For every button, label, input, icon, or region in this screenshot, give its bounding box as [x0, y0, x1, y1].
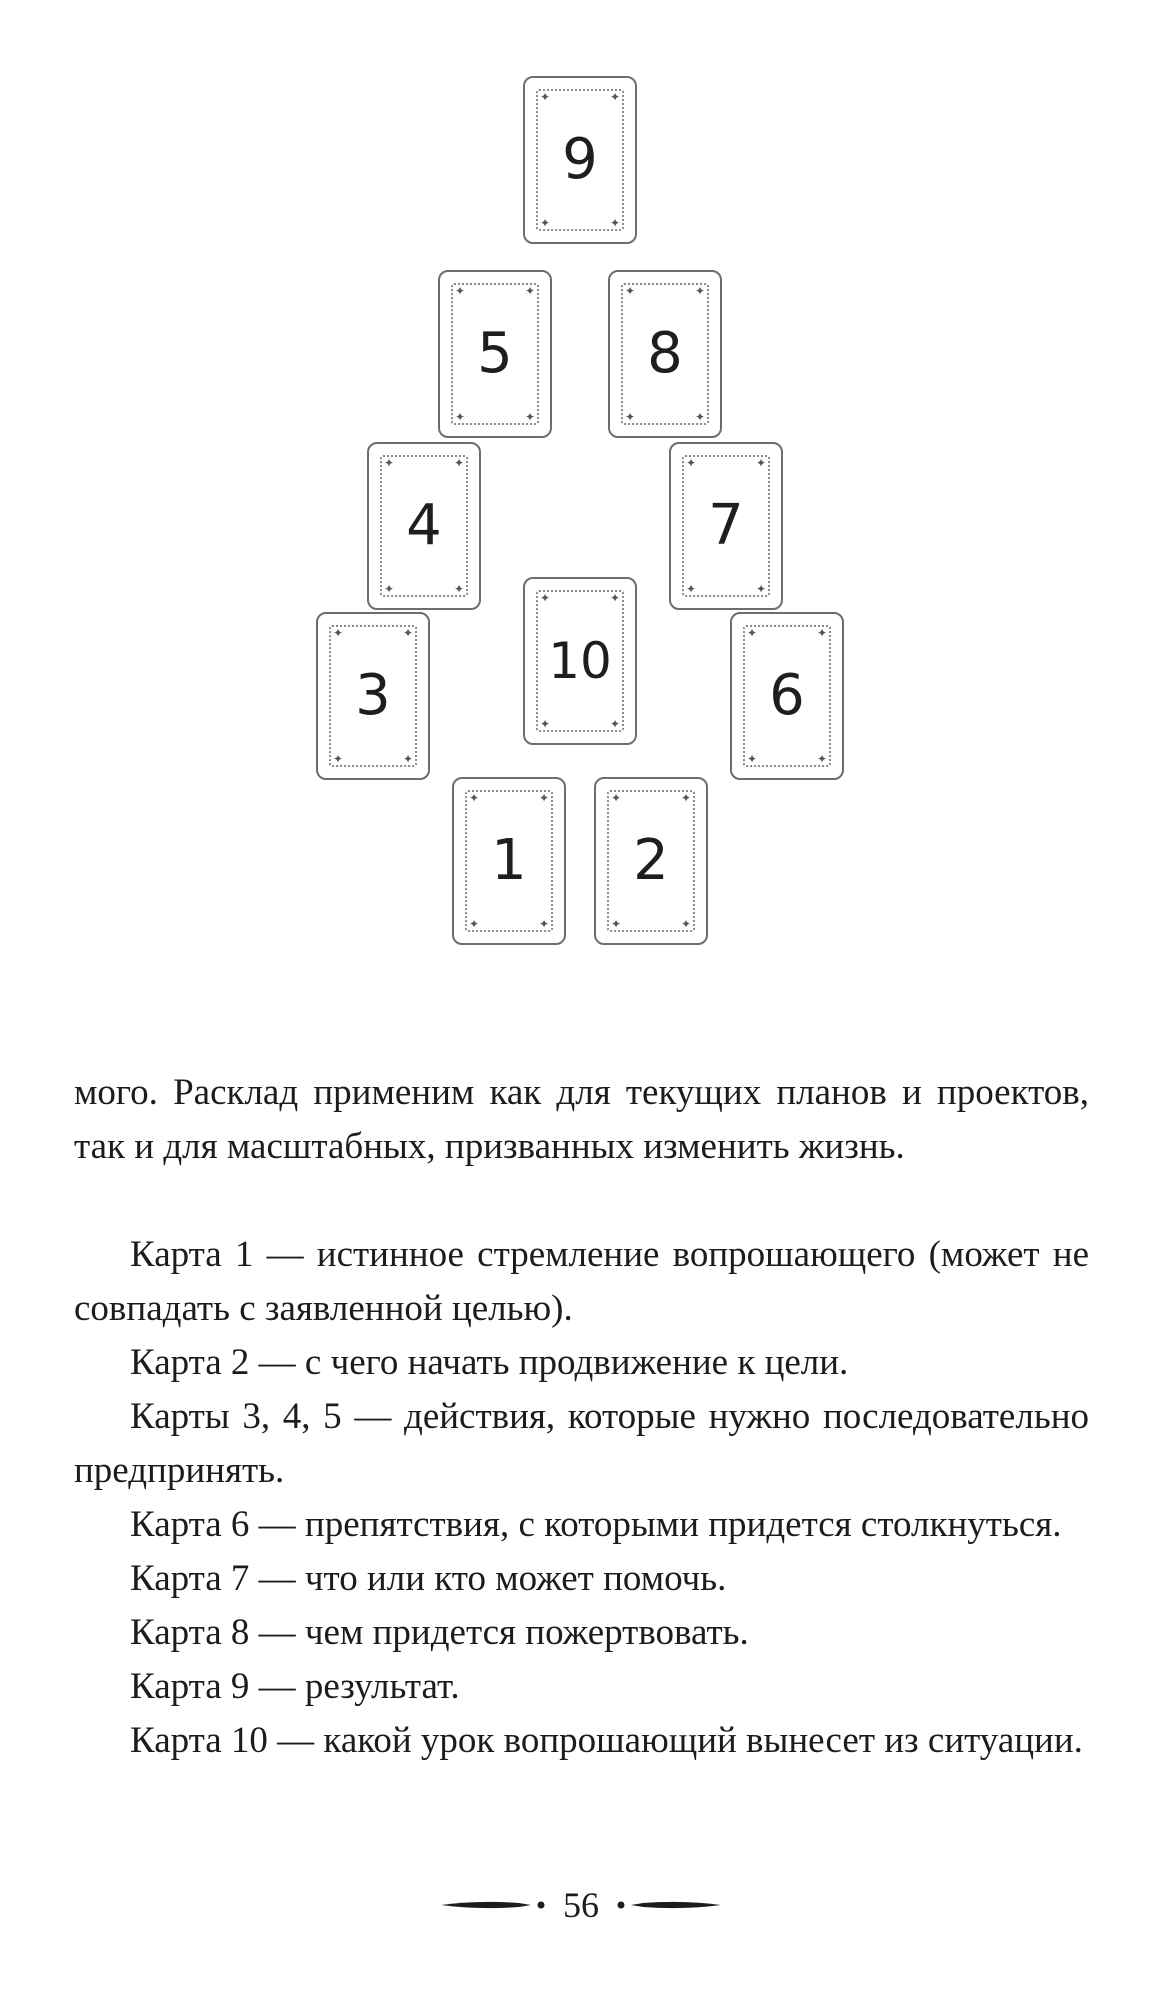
card-description-8: Карта 8 — чем придется пожертвовать.	[130, 1612, 749, 1653]
right-ornament-icon	[613, 1895, 723, 1915]
card-description-3-4-5: Карты 3, 4, 5 — действия, которые нужно последовательно предпринять.	[74, 1396, 1089, 1491]
page-number: 56	[563, 1885, 599, 1925]
star-ornament-icon: ✦	[610, 791, 622, 805]
card-number: 10	[548, 632, 612, 690]
star-ornament-icon: ✦	[609, 216, 621, 230]
card-description-7: Карта 7 — что или кто может помочь.	[130, 1558, 727, 1599]
card-position-8	[608, 270, 722, 438]
star-ornament-icon: ✦	[624, 284, 636, 298]
star-ornament-icon: ✦	[746, 752, 758, 766]
star-ornament-icon: ✦	[685, 582, 697, 596]
star-ornament-icon: ✦	[402, 752, 414, 766]
star-ornament-icon: ✦	[539, 717, 551, 731]
star-ornament-icon: ✦	[332, 752, 344, 766]
card-number: 4	[406, 493, 442, 558]
card-position-5	[438, 270, 552, 438]
star-ornament-icon: ✦	[755, 582, 767, 596]
left-ornament-icon	[439, 1895, 549, 1915]
star-ornament-icon: ✦	[610, 917, 622, 931]
body-text	[74, 1066, 1089, 1768]
card-description-10: Карта 10 — какой урок вопрошающий вынесет из ситуации.	[130, 1720, 1083, 1761]
star-ornament-icon: ✦	[609, 90, 621, 104]
star-ornament-icon: ✦	[539, 591, 551, 605]
star-ornament-icon: ✦	[383, 582, 395, 596]
star-ornament-icon: ✦	[524, 284, 536, 298]
star-ornament-icon: ✦	[538, 917, 550, 931]
card-position-6	[730, 612, 844, 780]
star-ornament-icon: ✦	[694, 284, 706, 298]
card-number: 2	[633, 828, 669, 893]
star-ornament-icon: ✦	[453, 456, 465, 470]
card-position-1	[452, 777, 566, 945]
card-position-2	[594, 777, 708, 945]
star-ornament-icon: ✦	[468, 791, 480, 805]
card-number: 3	[355, 663, 391, 728]
star-ornament-icon: ✦	[524, 410, 536, 424]
star-ornament-icon: ✦	[539, 90, 551, 104]
star-ornament-icon: ✦	[694, 410, 706, 424]
card-position-3	[316, 612, 430, 780]
star-ornament-icon: ✦	[538, 791, 550, 805]
star-ornament-icon: ✦	[332, 626, 344, 640]
card-number: 8	[647, 321, 683, 386]
card-position-9	[523, 76, 637, 244]
star-ornament-icon: ✦	[816, 752, 828, 766]
star-ornament-icon: ✦	[402, 626, 414, 640]
card-description-6: Карта 6 — препятствия, с которыми придется столкнуться.	[130, 1504, 1062, 1545]
card-number: 6	[769, 663, 805, 728]
card-description-2: Карта 2 — с чего начать продвижение к цели.	[130, 1342, 849, 1383]
star-ornament-icon: ✦	[624, 410, 636, 424]
card-position-7	[669, 442, 783, 610]
card-description-1: Карта 1 — истинное стремление вопрошающего (может не совпадать с заявленной целью).	[74, 1234, 1089, 1329]
star-ornament-icon: ✦	[609, 717, 621, 731]
star-ornament-icon: ✦	[816, 626, 828, 640]
card-number: 1	[491, 828, 527, 893]
star-ornament-icon: ✦	[468, 917, 480, 931]
star-ornament-icon: ✦	[685, 456, 697, 470]
star-ornament-icon: ✦	[539, 216, 551, 230]
card-position-4	[367, 442, 481, 610]
card-position-10	[523, 577, 637, 745]
card-description-9: Карта 9 — результат.	[130, 1666, 460, 1707]
star-ornament-icon: ✦	[383, 456, 395, 470]
star-ornament-icon: ✦	[454, 410, 466, 424]
star-ornament-icon: ✦	[680, 917, 692, 931]
star-ornament-icon: ✦	[680, 791, 692, 805]
page-footer	[0, 1880, 1162, 1930]
card-number: 7	[708, 493, 744, 558]
intro-paragraph: мого. Расклад применим как для текущих планов и проектов, так и для масштабных, призванных изменить жизнь.	[74, 1072, 1089, 1167]
card-number: 9	[562, 127, 598, 192]
star-ornament-icon: ✦	[609, 591, 621, 605]
star-ornament-icon: ✦	[755, 456, 767, 470]
star-ornament-icon: ✦	[746, 626, 758, 640]
card-number: 5	[477, 321, 513, 386]
star-ornament-icon: ✦	[454, 284, 466, 298]
star-ornament-icon: ✦	[453, 582, 465, 596]
